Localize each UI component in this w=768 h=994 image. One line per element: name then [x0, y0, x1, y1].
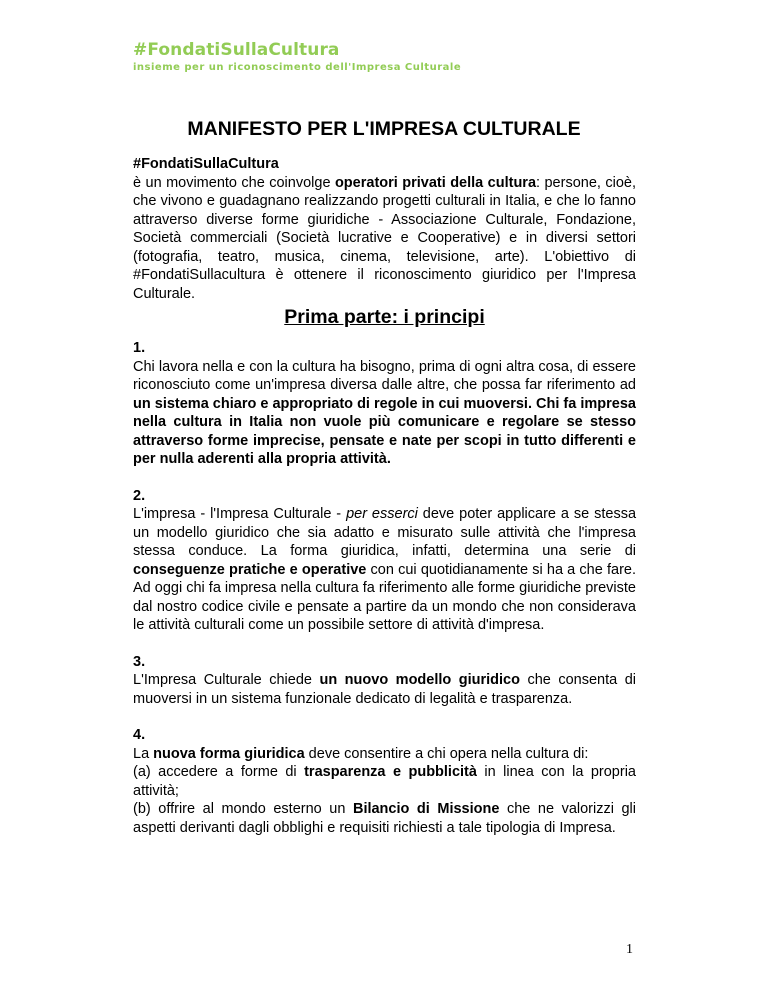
point-bold: conseguenze pratiche e operative	[133, 561, 367, 578]
point-text: La	[133, 745, 154, 762]
point-bold: nuova forma giuridica	[153, 745, 305, 762]
point-bold: un nuovo modello giuridico	[319, 672, 520, 688]
point-text-2: deve consentire a chi opera nella cultura di:	[304, 745, 589, 762]
point-4	[133, 726, 636, 837]
intro-bold: operatori privati della cultura	[334, 174, 537, 191]
point-item-a-text-2: in linea con la propria attività;	[133, 764, 636, 799]
point-2	[133, 487, 636, 635]
point-text: L'Impresa Culturale chiede	[133, 672, 320, 688]
point-item-b-bold: Bilancio di Missione	[352, 801, 500, 817]
brand-tagline: insieme per un riconoscimento dell'Impresa Culturale	[133, 62, 462, 73]
intro-hashtag: #FondatiSullaCultura	[133, 156, 279, 172]
point-item-a-text: (a) accedere a forme di	[133, 764, 305, 780]
brand-hashtag: #FondatiSullaCultura	[133, 40, 340, 60]
page-number: 1	[626, 942, 633, 957]
intro-text: è un movimento che coinvolge	[133, 174, 335, 191]
point-text: L'impresa - l'Impresa Culturale -	[133, 506, 347, 522]
section-title: Prima parte: i principi	[284, 306, 485, 328]
point-number: 3.	[133, 653, 146, 670]
point-text-3: con cui quotidianamente si ha a che fare. Ad oggi chi fa impresa nella cultura fa riferimento alle forme giuridiche previste dal nostro codice civile e pensate a partire da un mondo che non considerava le attività culturali come un possibile settore di attività d'impresa.	[133, 561, 637, 633]
point-bold: un sistema chiaro e appropriato di regole in cui muoversi. Chi fa impresa nella cultura in Italia non vuole più comunicare e regolare se stesso attraverso forme imprecise, pensate e nate per scopi in tutto differenti e per nulla aderenti alla propria attività.	[133, 395, 636, 467]
intro-text-2: : persone, cioè, che vivono e guadagnano realizzando progetti culturali in Italia, e che lo fanno attraverso diverse forme giuridiche - Associazione Culturale, Fondazione, Società commerciali (Società lucrative e Cooperative) e in diversi settori (fotografia, teatro, musica, cinema, televisione, arte). L'obiettivo di #FondatiSullacultura è ottenere il riconoscimento giuridico per l'Impresa Culturale.	[133, 174, 636, 302]
point-text-2: deve poter applicare a se stessa un modello giuridico che sia adatto e misurato sulle attività che l'impresa stessa conduce. La forma giuridica, infatti, determina una serie di	[133, 506, 637, 559]
point-item-b-text: (b) offrire al mondo esterno un	[133, 801, 353, 817]
point-number: 1.	[133, 340, 146, 356]
point-1	[133, 339, 636, 469]
point-item-b-text-2: che ne valorizzi gli aspetti derivanti dagli obblighi e requisiti richiesti a tale tipologia di Impresa.	[133, 801, 637, 836]
point-3	[133, 653, 636, 709]
point-italic: per esserci	[346, 506, 418, 522]
point-number: 2.	[133, 487, 146, 504]
point-text-2: che consenta di muoversi in un sistema funzionale dedicato di legalità e trasparenza.	[133, 672, 636, 707]
document-body	[133, 155, 636, 855]
brand-header	[133, 40, 461, 75]
point-item-a-bold: trasparenza e pubblicità	[304, 764, 477, 780]
document-title: MANIFESTO PER L'IMPRESA CULTURALE	[187, 118, 581, 140]
intro-paragraph	[133, 155, 636, 303]
point-text: Chi lavora nella e con la cultura ha bisogno, prima di ogni altra cosa, di essere riconosciuto come un'impresa diversa dalle altre, che possa far riferimento ad	[133, 358, 636, 393]
point-number: 4.	[133, 727, 146, 743]
